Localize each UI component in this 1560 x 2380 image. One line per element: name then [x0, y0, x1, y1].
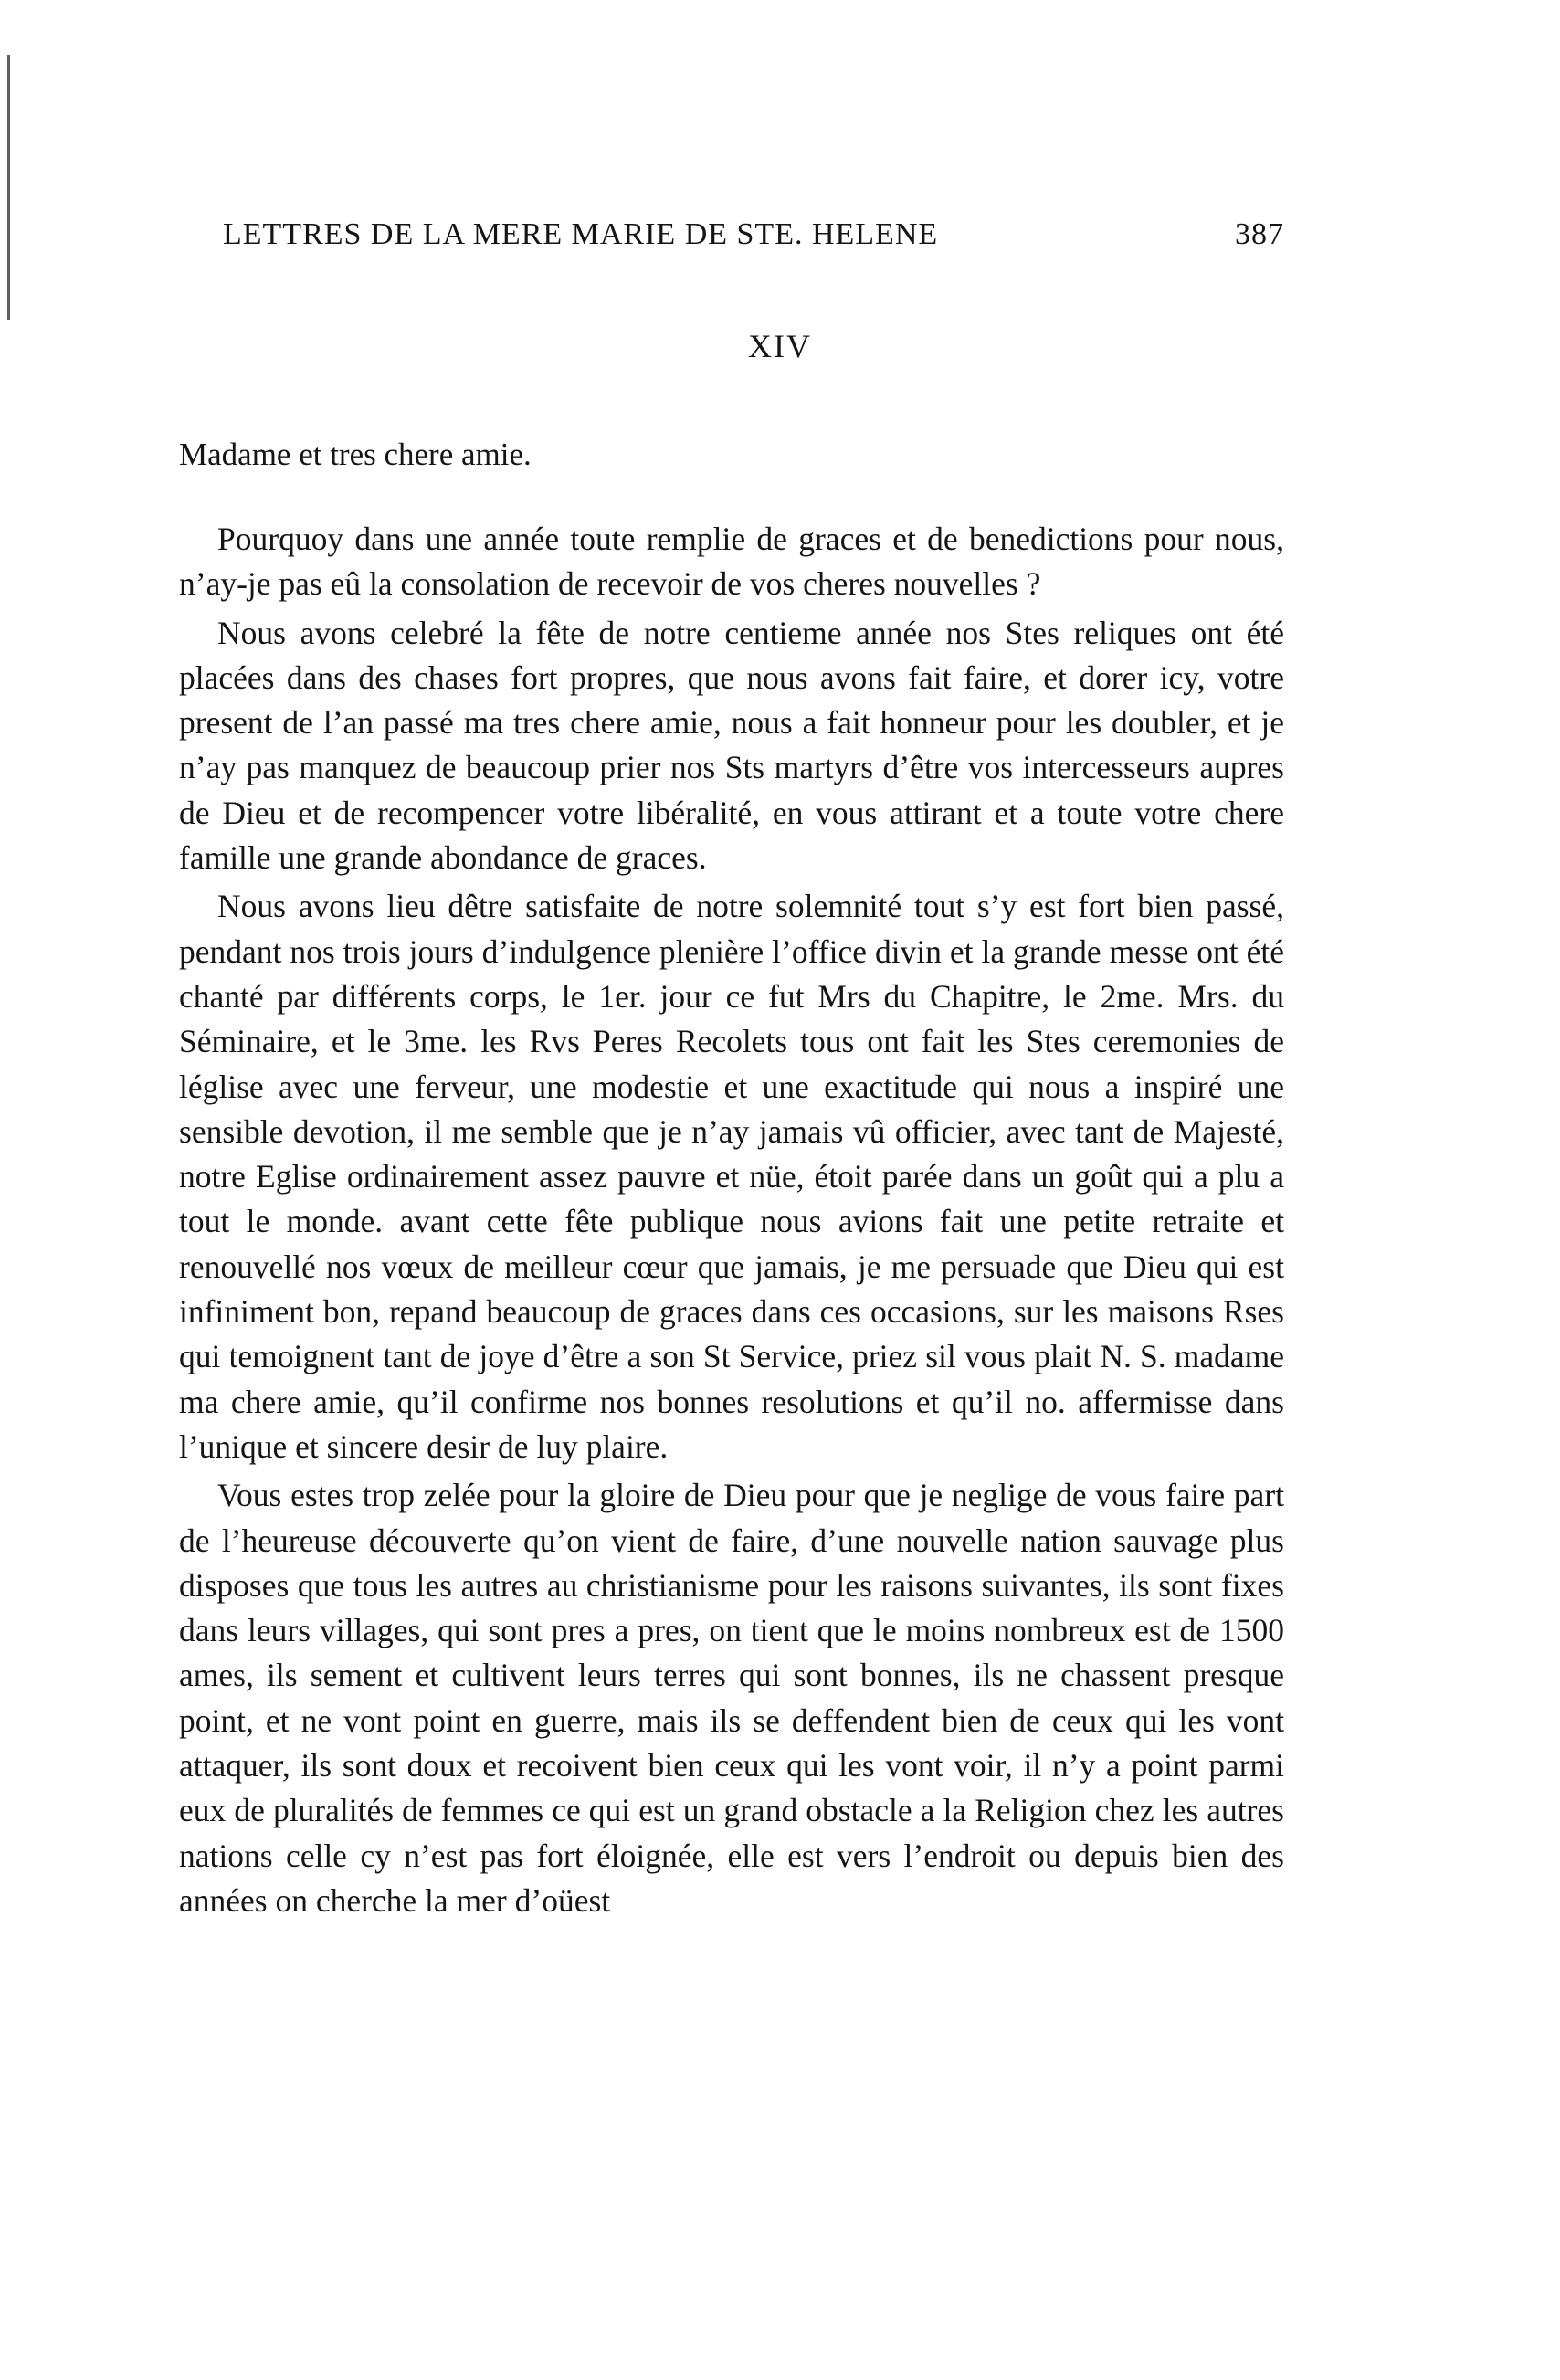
paragraph-1: Pourquoy dans une année toute remplie de graces et de benedictions pour nous, n’ay-je pas eû la consolation de recevoir de vos cheres nouvelles ?	[179, 521, 1284, 603]
running-header	[223, 217, 1284, 263]
paragraph-4: Vous estes trop zelée pour la gloire de Dieu pour que je neglige de vous faire part de l’heureuse découverte qu’on vient de faire, d’une nouvelle nation sauvage plus disposes que tous les autres au christianisme pour les raisons suivantes, ils sont fixes dans leurs villages, qui sont pres a pres, on tient que le moins nombreux est de 1500 ames, ils sement et cultivent leurs terres qui sont bonnes, ils ne chassent presque point, et ne vont point en guerre, mais ils se deffendent bien de ceux qui les vont attaquer, ils sont doux et recoivent bien ceux qui les vont voir, il n’y a point parmi eux de pluralités de femmes ce qui est un grand obstacle a la Religion chez les autres nations celle cy n’est pas fort éloignée, elle est vers l’endroit ou depuis bien des années on cherche la mer d’oüest	[179, 1477, 1284, 1919]
page-number: 387	[1235, 217, 1284, 251]
paragraph-2: Nous avons celebré la fête de notre centieme année nos Stes reliques ont été placées dans des chases fort propres, que nous avons fait faire, et dorer icy, votre present de l’an passé ma tres chere amie, nous a fait honneur pour les doubler, et je n’ay pas manquez de beaucoup prier nos Sts martyrs d’être vos intercesseurs aupres de Dieu et de recompencer votre libéralité, en vous attirant et a toute votre chere famille une grande abondance de graces.	[179, 614, 1284, 877]
paragraph-3: Nous avons lieu dêtre satisfaite de notre solemnité tout s’y est fort bien passé, pendant nos trois jours d’indulgence plenière l’office divin et la grande messe ont été chanté par différents corps, le 1er. jour ce fut Mrs du Chapitre, le 2me. Mrs. du Séminaire, et le 3me. les Rvs Peres Recolets tous ont fait les Stes ceremonies de léglise avec une ferveur, une modestie et une exactitude qui nous a inspiré une sensible devotion, il me semble que je n’ay jamais vû officier, avec tant de Majesté, notre Eglise ordinairement assez pauvre et nüe, étoit parée dans un goût qui a plu a tout le monde. avant cette fête publique nous avions fait une petite retraite et renouvellé nos vœux de meilleur cœur que jamais, je me persuade que Dieu qui est infiniment bon, repand beaucoup de graces dans ces occasions, sur les maisons Rses qui temoignent tant de joye d’être a son St Service, priez sil vous plait N. S. madame ma chere amie, qu’il confirme nos bonnes resolutions et qu’il no. affermisse dans l’unique et sincere desir de luy plaire.	[179, 888, 1284, 1465]
section-number: XIV	[748, 328, 812, 364]
letter-body	[179, 517, 1284, 1923]
running-title: LETTRES DE LA MERE MARIE DE STE. HELENE	[223, 217, 939, 251]
letter-salutation: Madame et tres chere amie.	[179, 437, 532, 472]
scan-edge-mark	[7, 55, 10, 320]
